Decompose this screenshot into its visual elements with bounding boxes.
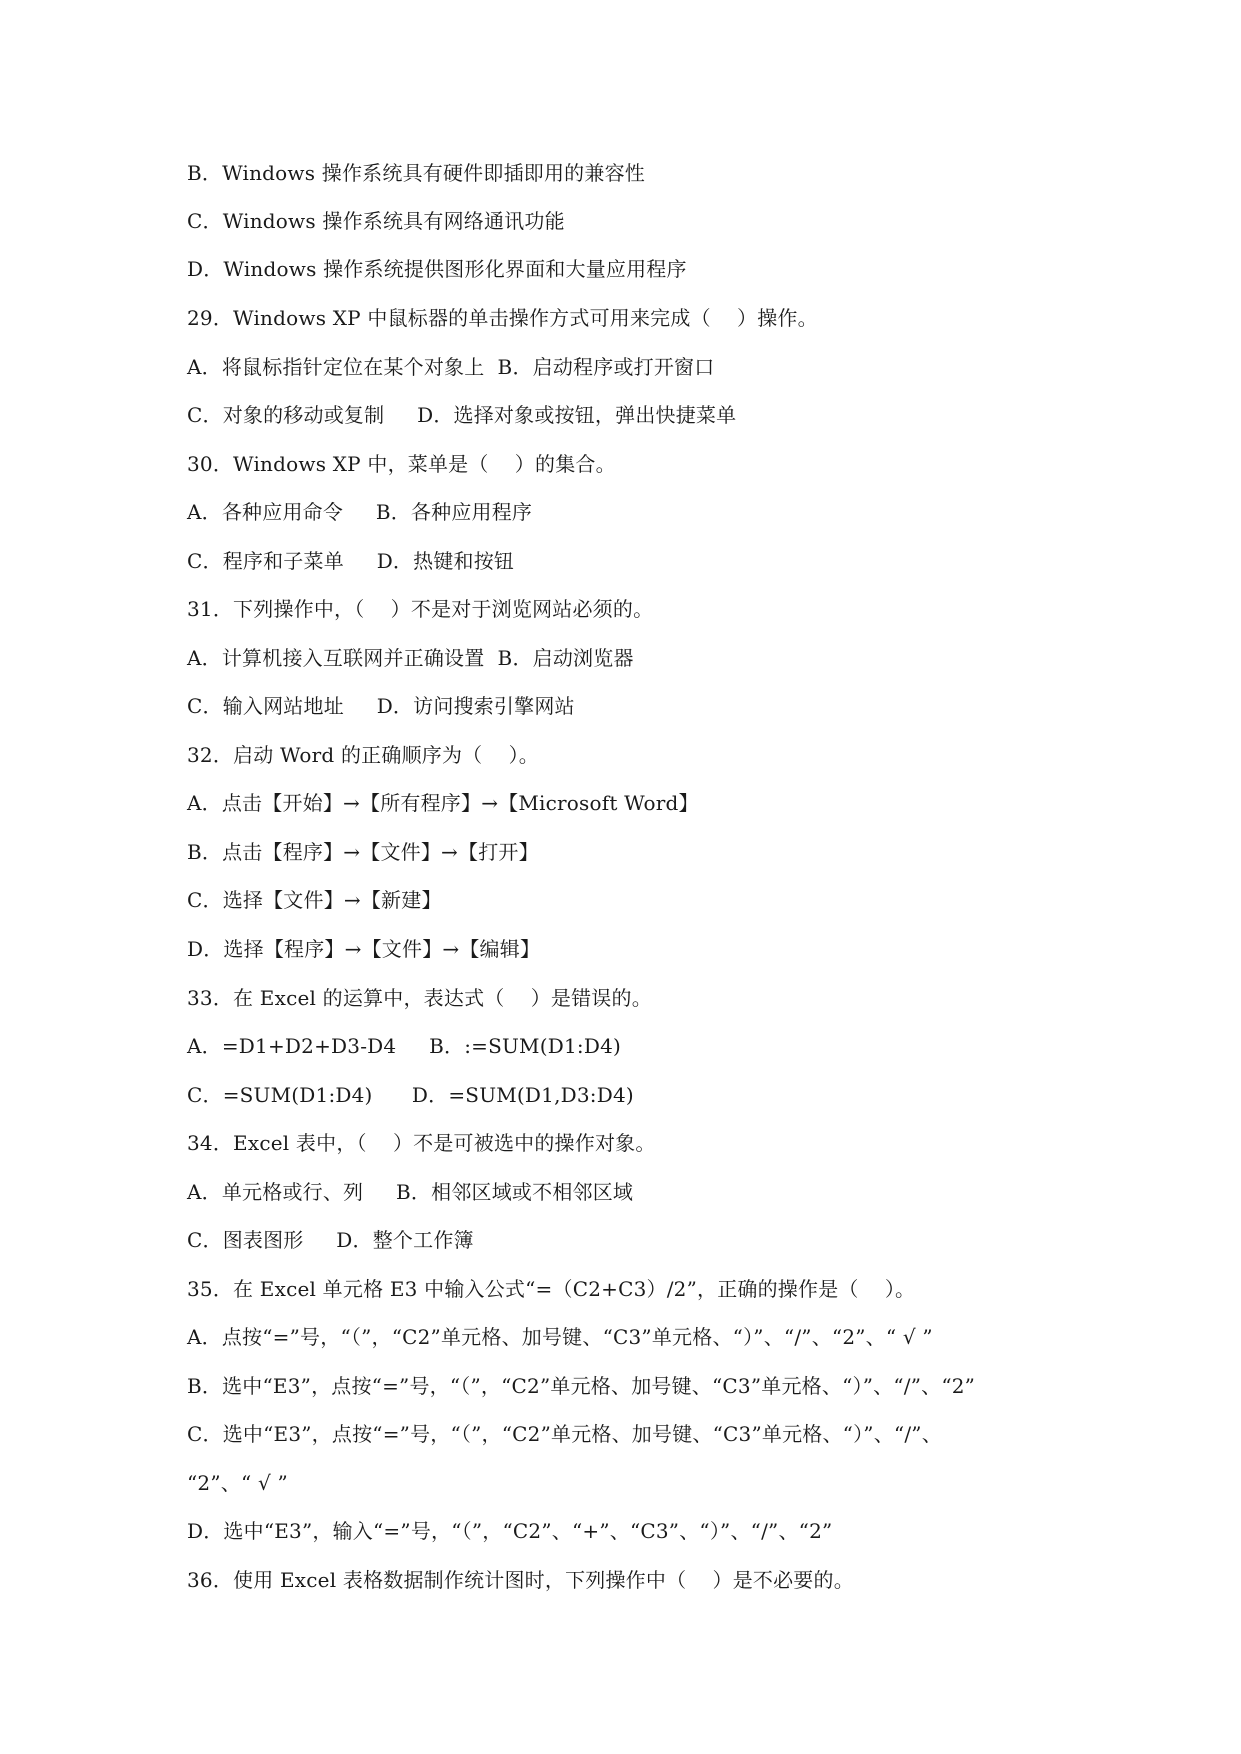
option-line: A．=D1+D2+D3-D4 B．:=SUM(D1:D4) xyxy=(187,1034,621,1058)
question-line: 31．下列操作中，（ ）不是对于浏览网站必须的。 xyxy=(187,597,654,621)
question-line: 33．在 Excel 的运算中，表达式（ ）是错误的。 xyxy=(187,986,652,1010)
question-line: 29．Windows XP 中鼠标器的单击操作方式可用来完成（ ）操作。 xyxy=(187,306,818,330)
question-line: 34．Excel 表中，（ ）不是可被选中的操作对象。 xyxy=(187,1131,656,1155)
question-line: 36．使用 Excel 表格数据制作统计图时，下列操作中（ ）是不必要的。 xyxy=(187,1568,854,1592)
option-line: C．程序和子菜单 D．热键和按钮 xyxy=(187,549,515,573)
option-line: B．选中“E3”，点按“=”号，“（”，“C2”单元格、加号键、“C3”单元格、“）”、“/”、“2” xyxy=(187,1374,976,1398)
option-line: A．将鼠标指针定位在某个对象上 B．启动程序或打开窗口 xyxy=(187,355,715,379)
option-line: D．选择【程序】→【文件】→【编辑】 xyxy=(187,937,541,961)
option-line: A．各种应用命令 B．各种应用程序 xyxy=(187,500,533,524)
question-line: 35．在 Excel 单元格 E3 中输入公式“=（C2+C3）/2”，正确的操作是（ ）。 xyxy=(187,1277,916,1301)
option-line: A．点按“=”号，“（”，“C2”单元格、加号键、“C3”单元格、“）”、“/”、“2”、“ √ ” xyxy=(187,1325,933,1349)
question-line: 30．Windows XP 中，菜单是（ ）的集合。 xyxy=(187,452,616,476)
question-line: 32．启动 Word 的正确顺序为（ ）。 xyxy=(187,743,539,767)
option-line: C．对象的移动或复制 D．选择对象或按钮，弹出快捷菜单 xyxy=(187,403,737,427)
option-line: C．Windows 操作系统具有网络通讯功能 xyxy=(187,209,565,233)
option-line: C．输入网站地址 D．访问搜索引擎网站 xyxy=(187,694,575,718)
option-line: D．选中“E3”，输入“=”号，“（”，“C2”、“+”、“C3”、“）”、“/”、“2” xyxy=(187,1519,833,1543)
option-line: B．点击【程序】→【文件】→【打开】 xyxy=(187,840,539,864)
option-line: A．计算机接入互联网并正确设置 B．启动浏览器 xyxy=(187,646,634,670)
option-line: D．Windows 操作系统提供图形化界面和大量应用程序 xyxy=(187,257,687,281)
option-line: A．点击【开始】→【所有程序】→【Microsoft Word】 xyxy=(187,791,699,815)
option-line: B．Windows 操作系统具有硬件即插即用的兼容性 xyxy=(187,161,645,185)
option-line: C．图表图形 D．整个工作簿 xyxy=(187,1228,474,1252)
option-line: C．选择【文件】→【新建】 xyxy=(187,888,442,912)
option-line: C．=SUM(D1:D4) D．=SUM(D1,D3:D4) xyxy=(187,1083,634,1107)
option-line: A．单元格或行、列 B．相邻区域或不相邻区域 xyxy=(187,1180,634,1204)
option-line: C．选中“E3”，点按“=”号，“（”，“C2”单元格、加号键、“C3”单元格、“）”、“/”、 xyxy=(187,1422,942,1446)
option-line-continuation: “2”、“ √ ” xyxy=(187,1471,288,1495)
